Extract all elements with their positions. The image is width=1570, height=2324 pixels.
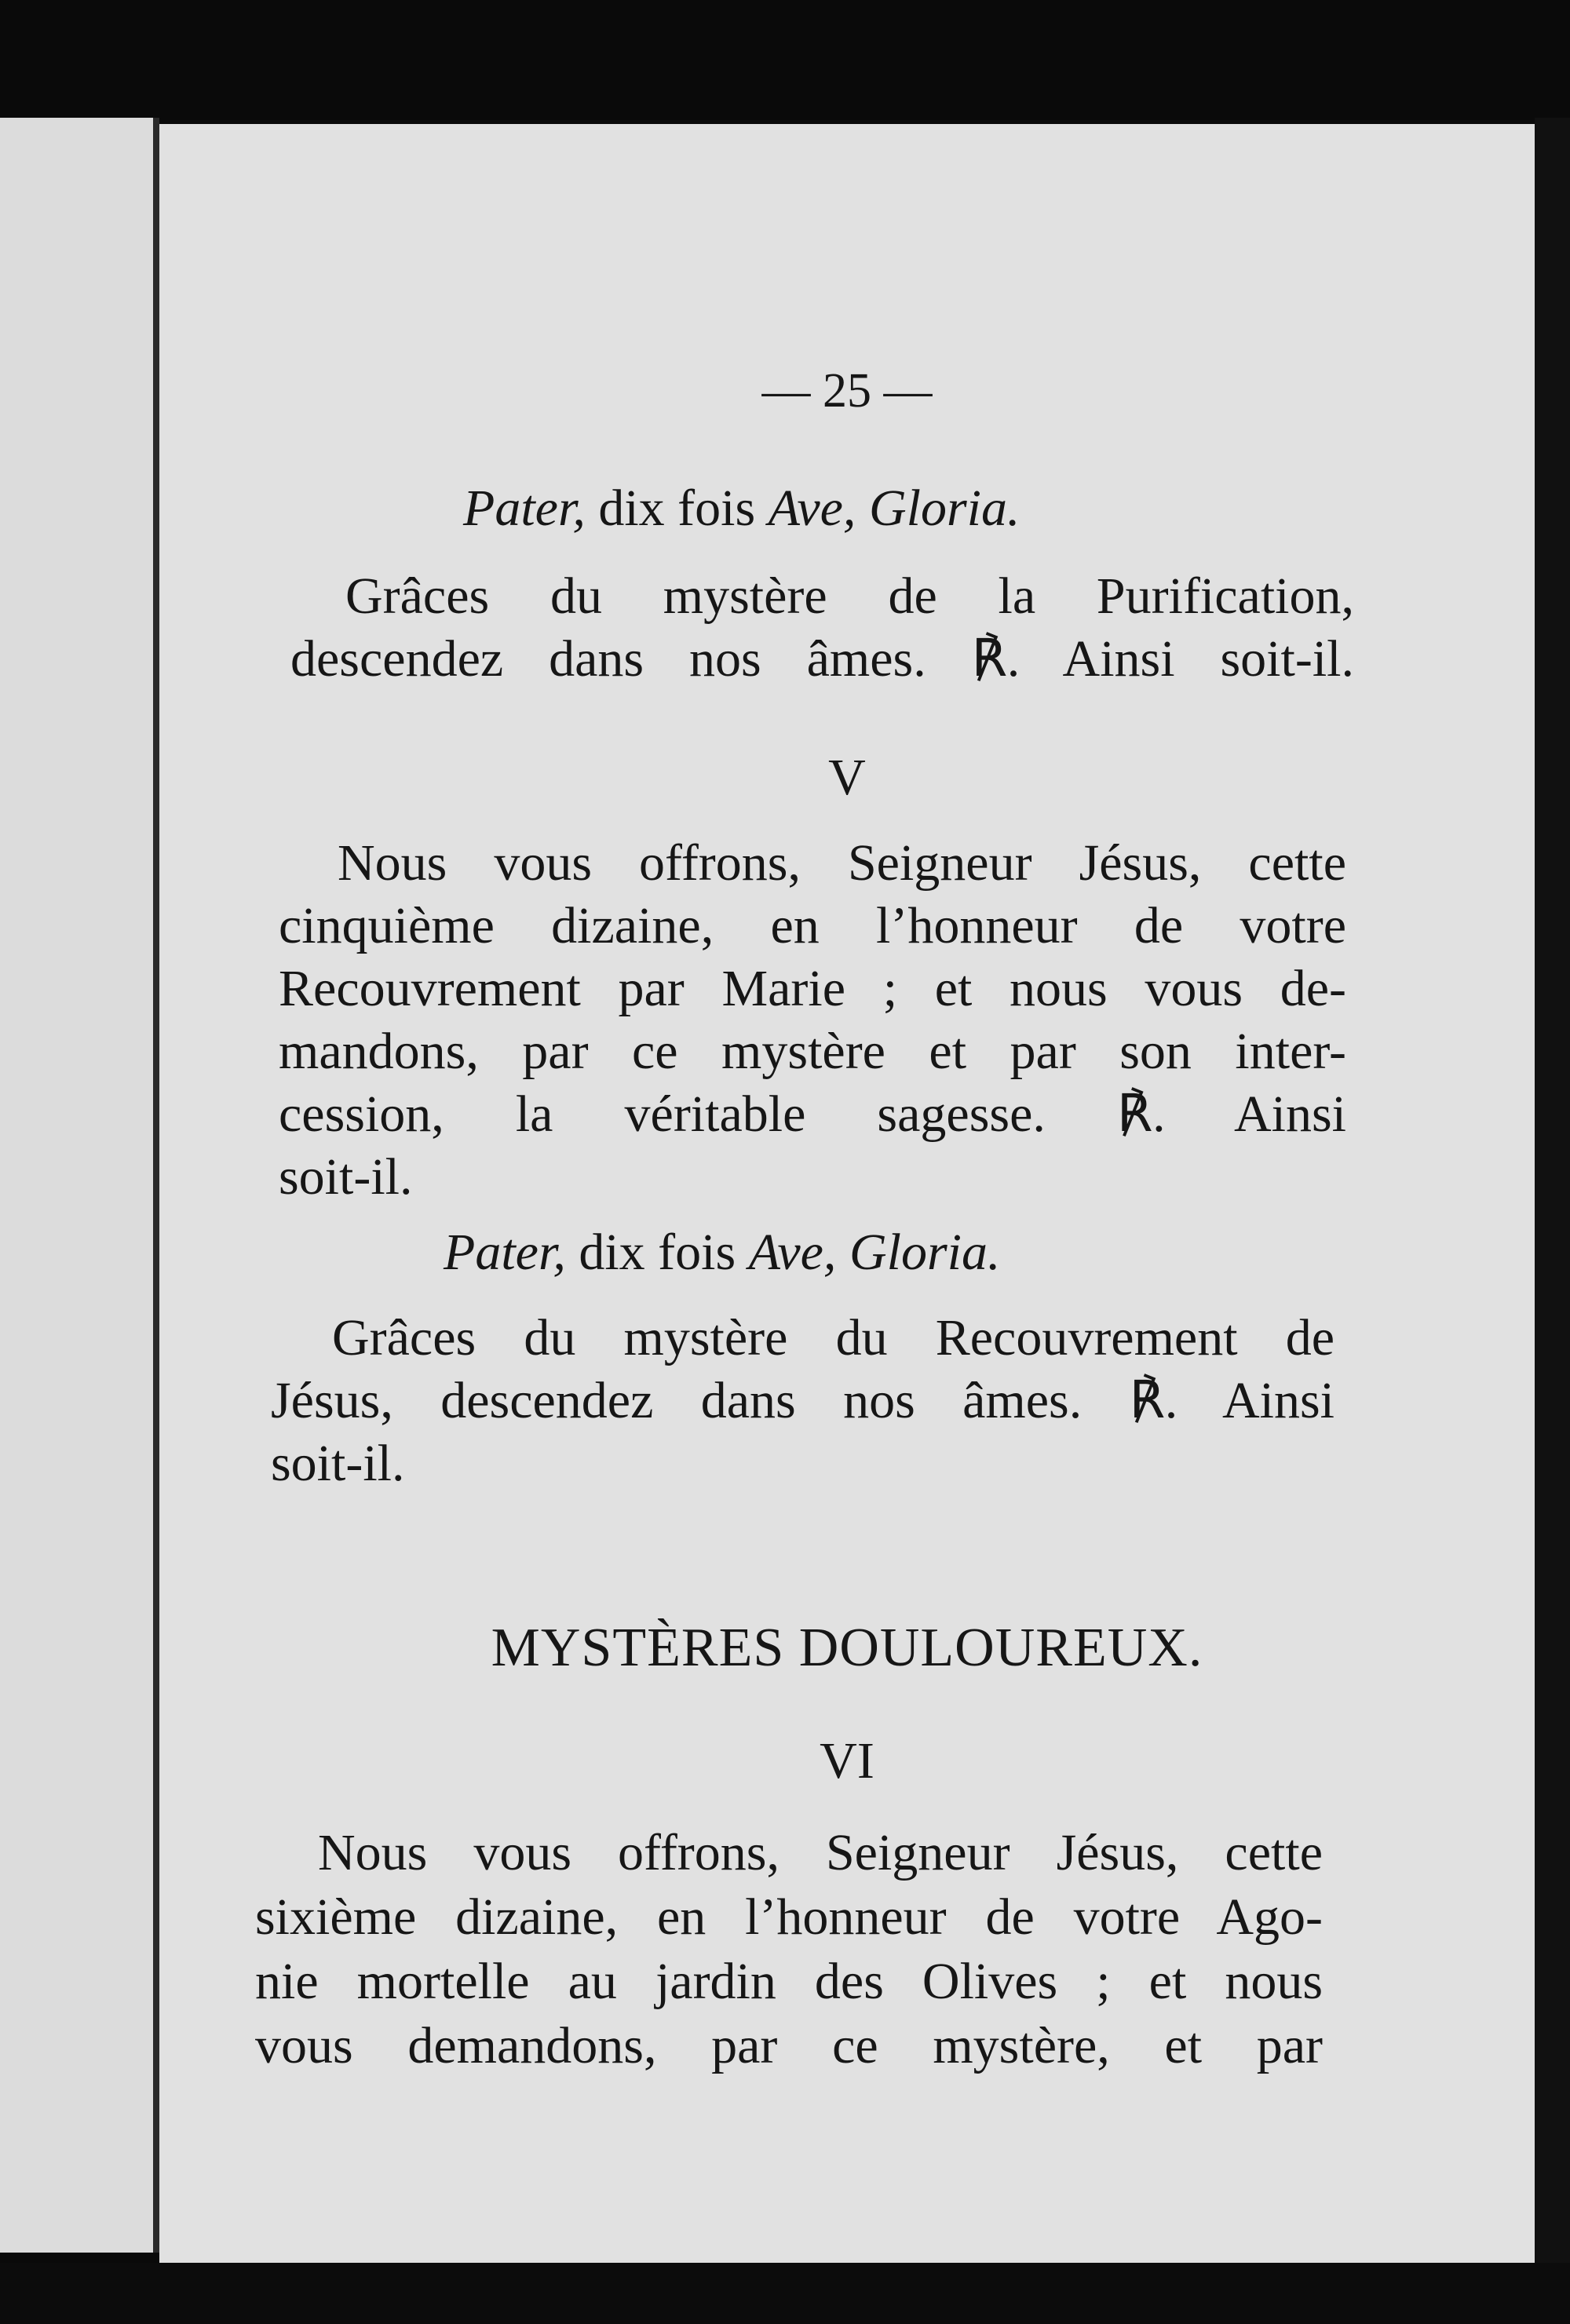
- page-number: — 25 —: [761, 364, 933, 418]
- bottom-shadow: [0, 2263, 1570, 2324]
- paragraph-line: Recouvrement par Marie ; et nous vous de-: [279, 960, 1346, 1017]
- paragraph-line: cinquième dizaine, en l’honneur de votre: [279, 897, 1346, 954]
- paragraph-line: soit-il.: [271, 1435, 405, 1492]
- formula-gloria: Gloria.: [836, 1224, 1001, 1281]
- paragraph-sixth-decade: [255, 1821, 1323, 2078]
- formula-pater: Pater,: [463, 480, 586, 537]
- section-heading: MYSTÈRES DOULOUREUX.: [491, 1618, 1203, 1678]
- paragraph-line: mandons, par ce mystère et par son inter-: [279, 1023, 1346, 1080]
- paragraph-line: Jésus, descendez dans nos âmes. ℟. Ainsi: [271, 1372, 1334, 1429]
- paragraph-line: Grâces du mystère de la Purification,: [345, 567, 1354, 625]
- right-shadow: [1535, 118, 1570, 2324]
- formula-middle: dix fois: [585, 480, 769, 537]
- paragraph-fifth-decade: [279, 832, 1346, 1209]
- formula-middle: dix fois: [565, 1224, 749, 1281]
- paragraph-line: Nous vous offrons, Seigneur Jésus, cette: [318, 1824, 1323, 1881]
- formula-ave: Ave,: [768, 480, 856, 537]
- paragraph-line: cession, la véritable sagesse. ℟. Ainsi: [279, 1085, 1346, 1143]
- paragraph-line: descendez dans nos âmes. ℟. Ainsi soit-il.: [290, 630, 1354, 688]
- gutter-shadow: [153, 118, 159, 2253]
- paragraph-line: nie mortelle au jardin des Olives ; et nous: [255, 1953, 1323, 2010]
- paragraph-line: Grâces du mystère du Recouvrement de: [332, 1309, 1334, 1366]
- prayer-formula: [463, 480, 1020, 537]
- paragraph-line: Nous vous offrons, Seigneur Jésus, cette: [338, 834, 1346, 892]
- paragraph-grace-recouvrement: [271, 1307, 1334, 1495]
- paragraph-line: sixième dizaine, en l’honneur de votre Ago-: [255, 1888, 1323, 1946]
- formula-gloria: Gloria.: [856, 480, 1020, 537]
- paragraph-grace-purification: [290, 565, 1354, 691]
- decade-numeral: VI: [820, 1732, 874, 1790]
- left-page-edge: [0, 118, 153, 2253]
- paragraph-line: vous demandons, par ce mystère, et par: [255, 2017, 1323, 2074]
- prayer-formula: [444, 1224, 1000, 1281]
- decade-numeral: V: [828, 749, 866, 806]
- formula-pater: Pater,: [444, 1224, 566, 1281]
- formula-ave: Ave,: [748, 1224, 837, 1281]
- paragraph-line: soit-il.: [279, 1148, 413, 1206]
